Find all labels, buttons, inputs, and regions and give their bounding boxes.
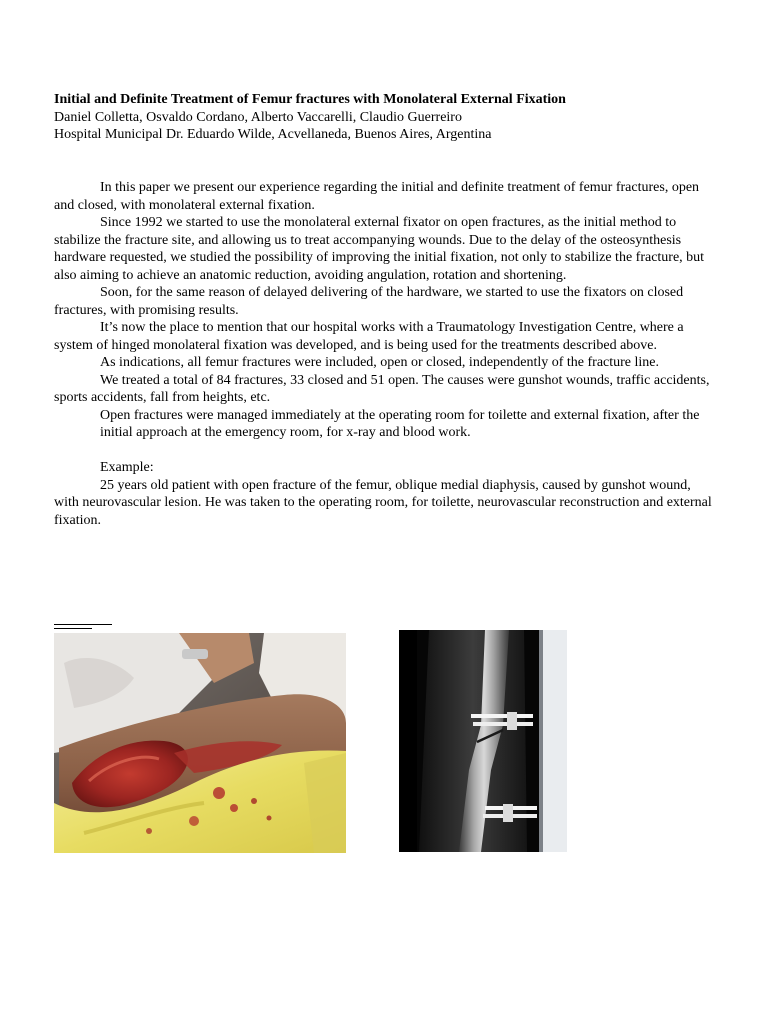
example-text: 25 years old patient with open fracture of the femur, oblique medial diaphysis, caused by gunshot wound, with neurovascular lesion. He was taken to the operating room, for toilette, neurovascular reconstruction and external fixation. (54, 477, 712, 528)
paragraph-open-fractures: Open fractures were managed immediately at the operating room for toilette and external fixation, after the initial approach at the emergency room, for x-ray and blood work. (100, 407, 700, 440)
paragraph-totals: We treated a total of 84 fractures, 33 closed and 51 open. The causes were gunshot wounds, traffic accidents, sports accidents, fall from heights, etc. (54, 372, 710, 405)
paper-body (54, 179, 716, 529)
paragraph-closed-fractures: Soon, for the same reason of delayed delivering of the hardware, we started to use the fixators on closed fractures, with promising results. (54, 285, 684, 318)
clinical-wound-photo (54, 633, 346, 853)
paragraph-investigation-centre: It’s now the place to mention that our hospital works with a Traumatology Investigation Centre, where a system of hinged monolateral fixation was developed, and is being used for the treatments described above. (54, 320, 684, 353)
paper-affiliation: Hospital Municipal Dr. Eduardo Wilde, Acvellaneda, Buenos Aires, Argentina (54, 127, 492, 142)
paper-header (54, 91, 734, 144)
paragraph-indications: As indications, all femur fractures were included, open or closed, independently of the fracture line. (100, 355, 660, 370)
paragraph-intro: In this paper we present our experience regarding the initial and definite treatment of femur fractures, open and closed, with monolateral external fixation. (54, 180, 700, 213)
paper-title: Initial and Definite Treatment of Femur fractures with Monolateral External Fixation (54, 92, 566, 107)
separator-line (54, 624, 112, 625)
xray-image (399, 630, 567, 852)
separator-line-short (54, 628, 92, 629)
paragraph-history: Since 1992 we started to use the monolateral external fixator on open fractures, as the initial method to stabilize the fracture site, and allowing us to treat accompanying wounds. Due to the delay of the osteosynthesis hardware requested, we studied the possibility of improving the initial fixation, not only to stabilize the fracture, but also aiming to achieve an anatomic reduction, avoiding angulation, rotation and shortening. (54, 215, 705, 283)
paper-authors: Daniel Colletta, Osvaldo Cordano, Alberto Vaccarelli, Claudio Guerreiro (54, 109, 462, 125)
example-heading: Example: (100, 460, 154, 475)
